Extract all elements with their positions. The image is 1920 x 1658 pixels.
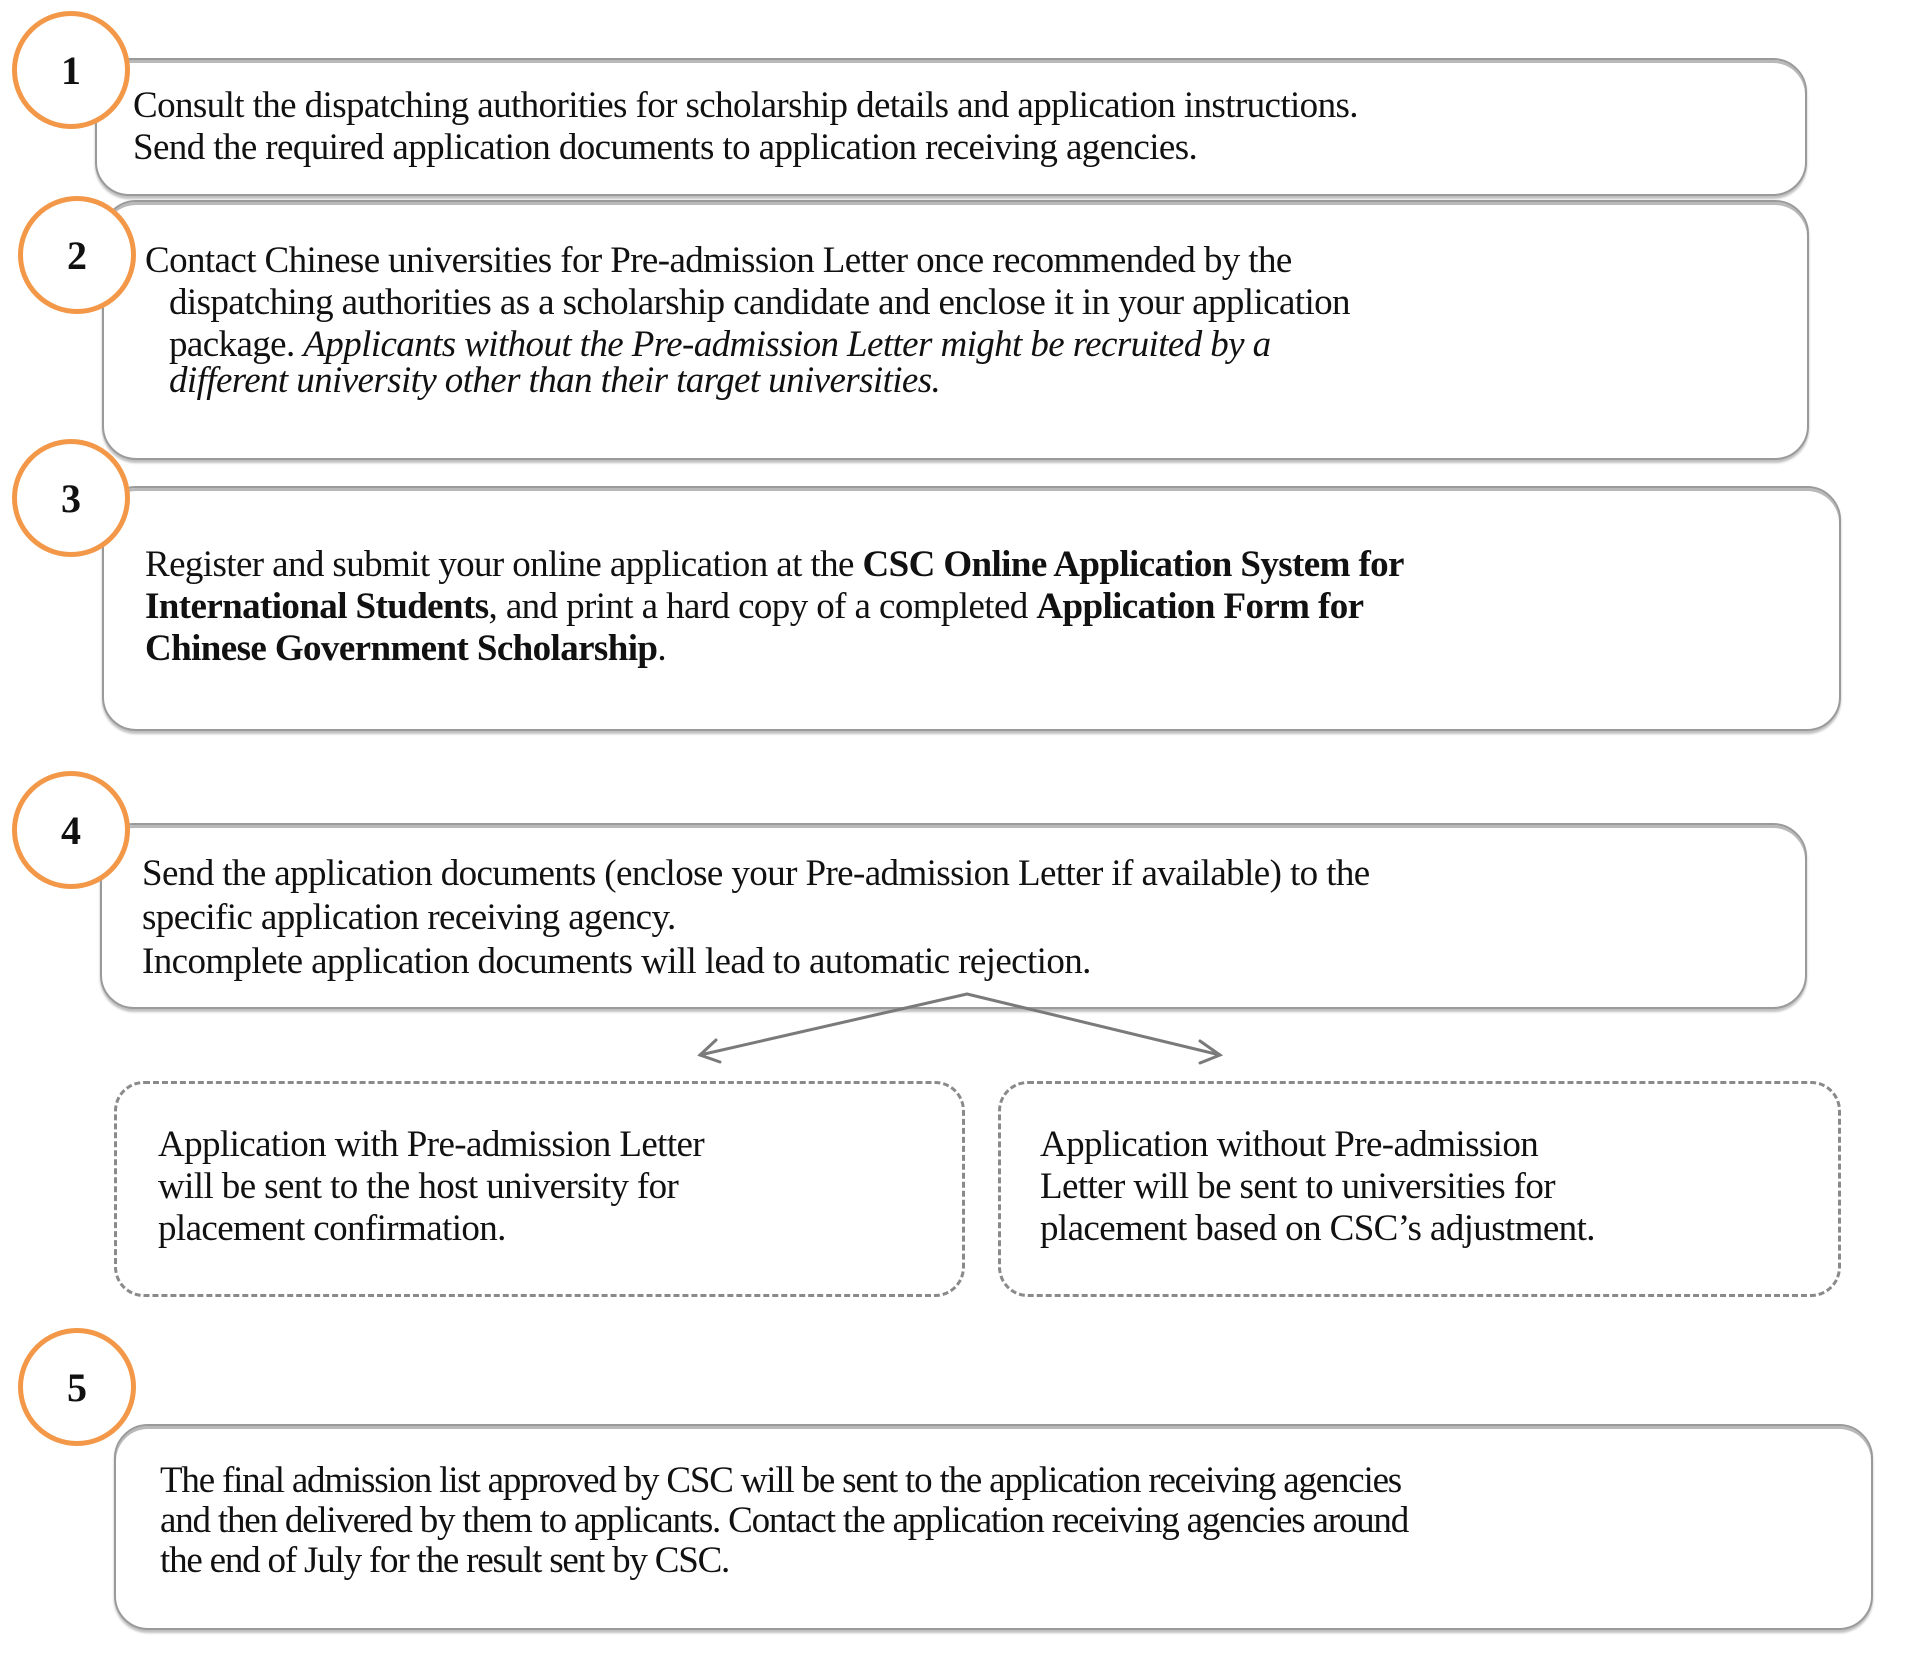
- step-number: 3: [61, 475, 81, 521]
- step-4-line: Send the application documents (enclose your Pre-admission Letter if available) to the: [142, 853, 1370, 894]
- branch-line: placement confirmation.: [158, 1208, 506, 1249]
- form-name: Chinese Government Scholarship: [145, 628, 658, 669]
- step-number: 4: [61, 807, 81, 853]
- step-2-line: dispatching authorities as a scholarship candidate and enclose it in your application: [169, 282, 1350, 323]
- branch-line: placement based on CSC’s adjustment.: [1040, 1208, 1595, 1249]
- system-name: International Students: [145, 586, 489, 627]
- step-4-line: specific application receiving agency.: [142, 897, 676, 938]
- step-4-line: Incomplete application documents will lead to automatic rejection.: [142, 941, 1091, 982]
- branch-line: Application with Pre-admission Letter: [158, 1124, 705, 1165]
- step-3-text-normal: .: [657, 628, 667, 669]
- step-5-line: and then delivered by them to applicants. Contact the application receiving agencies around: [160, 1500, 1409, 1541]
- form-name: Application Form for: [1036, 586, 1364, 627]
- branch-line: Letter will be sent to universities for: [1040, 1166, 1556, 1207]
- system-name: CSC Online Application System for: [862, 544, 1404, 585]
- step-5-number-badge: [18, 1328, 136, 1446]
- arrow-left: [700, 994, 967, 1055]
- step-5-line: the end of July for the result sent by CSC.: [160, 1540, 730, 1581]
- step-2-note: Applicants without the Pre-admission Letter might be recruited by a: [303, 324, 1271, 365]
- step-number: 1: [61, 47, 81, 93]
- branch-line: Application without Pre-admission: [1040, 1124, 1539, 1165]
- step-2-line: Contact Chinese universities for Pre-admission Letter once recommended by the: [145, 240, 1292, 281]
- arrow-right: [967, 994, 1220, 1055]
- step-3-text-normal: Register and submit your online application at the: [145, 544, 854, 585]
- step-2-note: different university other than their target universities.: [169, 360, 941, 401]
- step-1-line: Consult the dispatching authorities for scholarship details and application instructions.: [133, 85, 1358, 126]
- step-number: 2: [67, 232, 87, 278]
- step-1-number-badge: [12, 11, 130, 129]
- step-2-text-normal: package.: [169, 324, 295, 365]
- step-3-text-normal: , and print a hard copy of a completed: [488, 586, 1028, 627]
- step-3-number-badge: [12, 439, 130, 557]
- step-number: 5: [67, 1364, 87, 1410]
- step-2-number-badge: [18, 196, 136, 314]
- step-4-number-badge: [12, 771, 130, 889]
- branch-line: will be sent to the host university for: [158, 1166, 679, 1207]
- step-5-line: The final admission list approved by CSC will be sent to the application receiving agencies: [160, 1460, 1401, 1501]
- step-1-line: Send the required application documents to application receiving agencies.: [133, 127, 1198, 168]
